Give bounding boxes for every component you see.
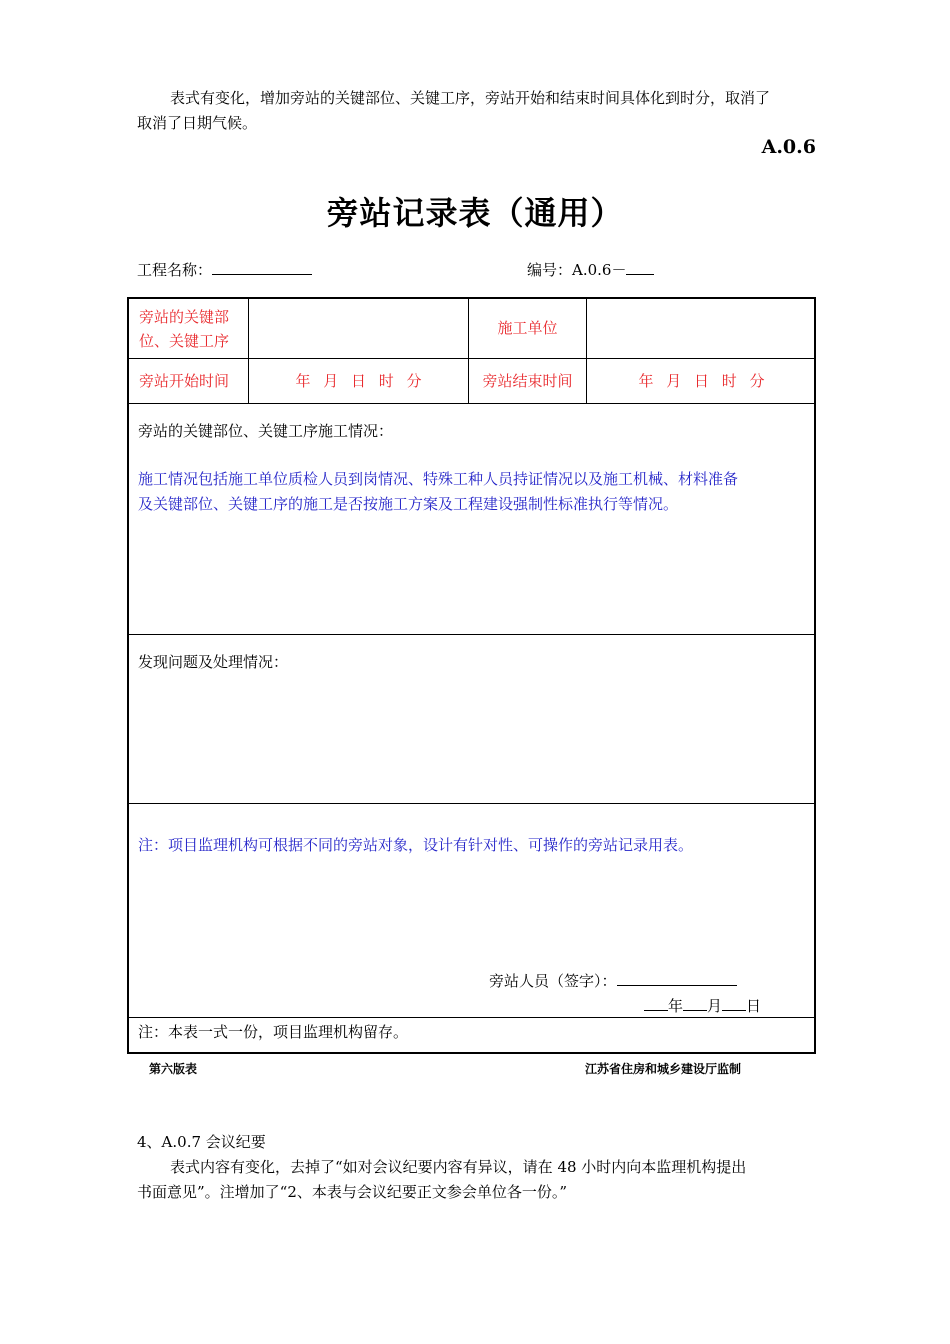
month-field[interactable]	[683, 996, 707, 1011]
day-label: 日	[746, 997, 762, 1015]
section-4-line-2: 书面意见”。注增加了“2、本表与会议纪要正文参会单位各一份。”	[137, 1183, 568, 1201]
start-time-label: 旁站开始时间	[139, 372, 230, 390]
key-part-field[interactable]	[250, 301, 466, 356]
row-divider	[129, 358, 814, 359]
project-name-field[interactable]	[212, 260, 312, 275]
situation-note-line-2: 及关键部位、关键工序的施工是否按施工方案及工程建设强制性标准执行等情况。	[138, 495, 679, 513]
start-time-field[interactable]: 年 月 日 时 分	[295, 372, 422, 390]
form-number-field[interactable]	[626, 260, 654, 275]
problems-label: 发现问题及处理情况：	[138, 653, 289, 671]
intro-line-1: 表式有变化，增加旁站的关键部位、关键工序，旁站开始和结束时间具体化到时分，取消了	[170, 89, 771, 107]
row-divider	[129, 634, 814, 635]
end-time-label: 旁站结束时间	[482, 372, 573, 390]
signer-field[interactable]	[617, 971, 737, 986]
project-name-row	[137, 258, 312, 283]
form-number-row	[527, 258, 654, 283]
day-field[interactable]	[722, 996, 746, 1011]
year-label: 年	[668, 997, 684, 1015]
design-note: 注：项目监理机构可根据不同的旁站对象，设计有针对性、可操作的旁站记录用表。	[138, 836, 694, 854]
key-part-label-line-1: 旁站的关键部	[139, 308, 230, 326]
intro-line-2: 取消了日期气候。	[137, 114, 258, 132]
situation-note-line-1: 施工情况包括施工单位质检人员到岗情况、特殊工种人员持证情况以及施工机械、材料准备	[138, 470, 739, 488]
key-part-label-line-2: 位、关键工序	[139, 332, 230, 350]
record-form-table	[127, 297, 816, 1054]
form-number-label: 编号：A.0.6－	[527, 261, 627, 279]
year-field[interactable]	[644, 996, 668, 1011]
signer-label: 旁站人员（签字）：	[489, 972, 617, 990]
construction-unit-label: 施工单位	[497, 319, 558, 337]
problems-field[interactable]	[138, 677, 808, 797]
project-name-label: 工程名称：	[137, 261, 213, 279]
section-4-line-1: 表式内容有变化，去掉了“如对会议纪要内容有异议，请在 48 小时内向本监理机构提出	[170, 1158, 747, 1176]
row-divider	[129, 803, 814, 804]
table-footer-note: 注：本表一式一份，项目监理机构留存。	[138, 1023, 409, 1041]
section-4-heading: 4、A.0.7 会议纪要	[137, 1133, 266, 1151]
edition-label: 第六版表	[149, 1062, 198, 1076]
end-time-field[interactable]: 年 月 日 时 分	[638, 372, 765, 390]
issuer-label: 江苏省住房和城乡建设厅监制	[585, 1062, 742, 1076]
page-title: 旁站记录表（通用）	[326, 194, 624, 232]
sign-date	[644, 994, 761, 1018]
month-label: 月	[707, 997, 723, 1015]
form-code: A.0.6	[761, 136, 816, 158]
situation-label: 旁站的关键部位、关键工序施工情况：	[138, 422, 394, 440]
construction-unit-field[interactable]	[588, 301, 814, 356]
signer-row	[489, 969, 737, 993]
row-divider	[129, 403, 814, 404]
key-part-label	[139, 305, 229, 353]
